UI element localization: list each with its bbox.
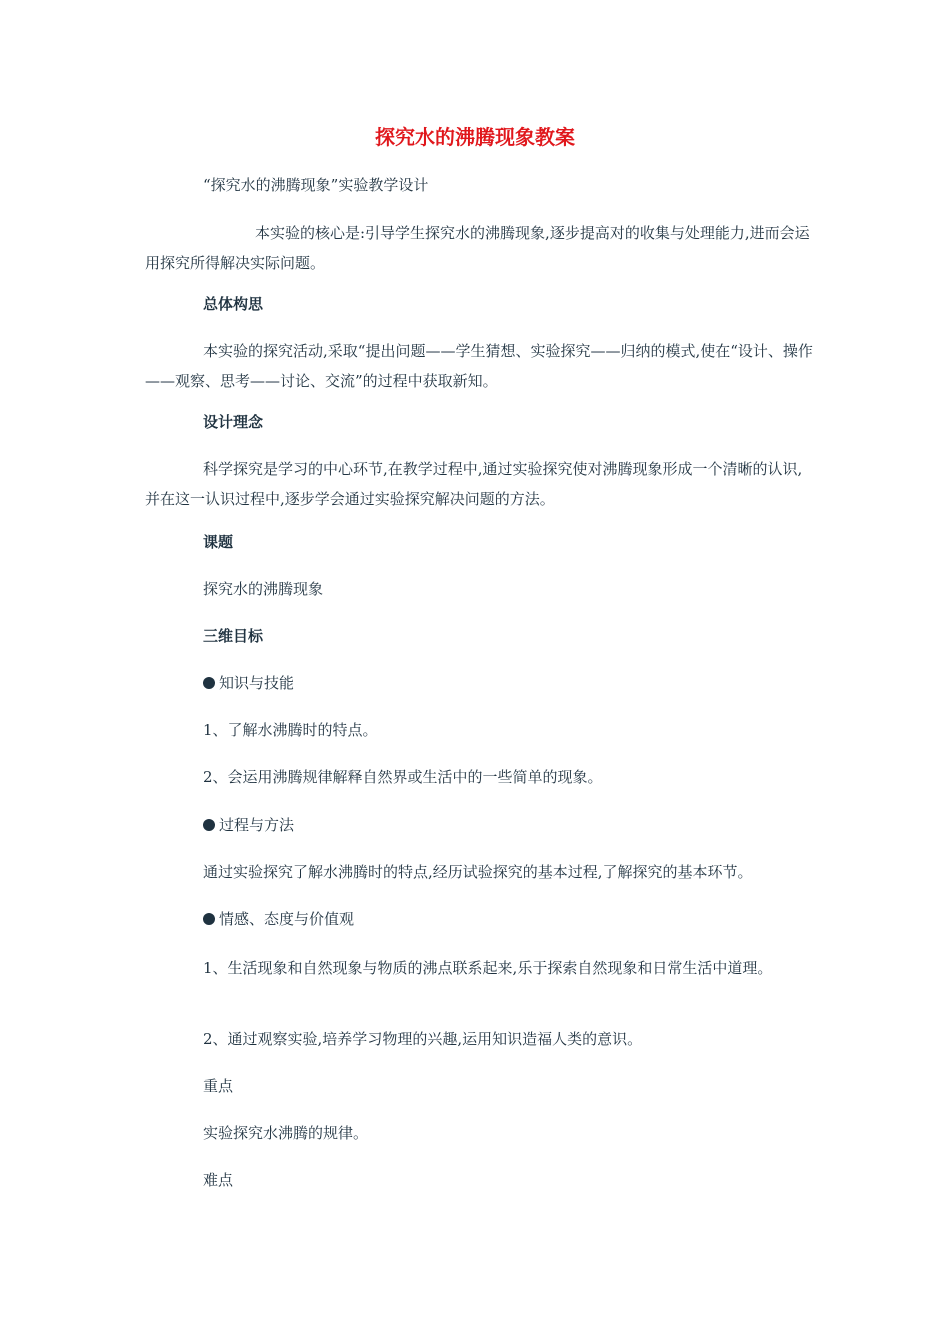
overall-paragraph: 本实验的探究活动,采取“提出问题——学生猜想、实验探究——归纳的模式,使在“设计、操作——观察、思考——讨论、交流”的过程中获取新知。 (145, 342, 813, 390)
goal-process-label (203, 810, 818, 840)
section-heading-difficulty: 难点 (203, 1171, 234, 1189)
bullet-icon (203, 677, 215, 689)
goal-knowledge-text: 知识与技能 (219, 674, 295, 692)
section-heading-goals: 三维目标 (203, 627, 264, 645)
key-text: 实验探究水沸腾的规律。 (203, 1124, 369, 1142)
process-paragraph: 通过实验探究了解水沸腾时的特点,经历试验探究的基本过程,了解探究的基本环节。 (203, 863, 753, 881)
section-heading-concept: 设计理念 (203, 413, 264, 431)
goal-emotion-label (203, 904, 818, 934)
intro-paragraph: 本实验的核心是:引导学生探究水的沸腾现象,逐步提高对的收集与处理能力,进而会运用探究所得解决实际问题。 (145, 224, 810, 272)
list-item: 1、生活现象和自然现象与物质的沸点联系起来,乐于探索自然现象和日常生活中道理。 (203, 959, 773, 977)
goal-process-text: 过程与方法 (219, 816, 295, 834)
section-heading-key: 重点 (203, 1077, 234, 1095)
goal-emotion-text: 情感、态度与价值观 (219, 910, 355, 928)
page-title: 探究水的沸腾现象教案 (375, 125, 575, 149)
list-item: 2、通过观察实验,培养学习物理的兴趣,运用知识造福人类的意识。 (203, 1030, 643, 1048)
list-item: 1、了解水沸腾时的特点。 (203, 721, 378, 739)
bullet-icon (203, 913, 215, 925)
subtitle: “探究水的沸腾现象”实验教学设计 (203, 176, 429, 194)
list-item: 2、会运用沸腾规律解释自然界或生活中的一些简单的现象。 (203, 768, 603, 786)
topic-text: 探究水的沸腾现象 (203, 580, 324, 598)
goal-knowledge-label (203, 668, 818, 698)
concept-paragraph: 科学探究是学习的中心环节,在教学过程中,通过实验探究使对沸腾现象形成一个清晰的认识,并在这一认识过程中,逐步学会通过实验探究解决问题的方法。 (145, 460, 803, 508)
bullet-icon (203, 819, 215, 831)
section-heading-overall: 总体构思 (203, 295, 264, 313)
section-heading-topic: 课题 (203, 533, 234, 551)
